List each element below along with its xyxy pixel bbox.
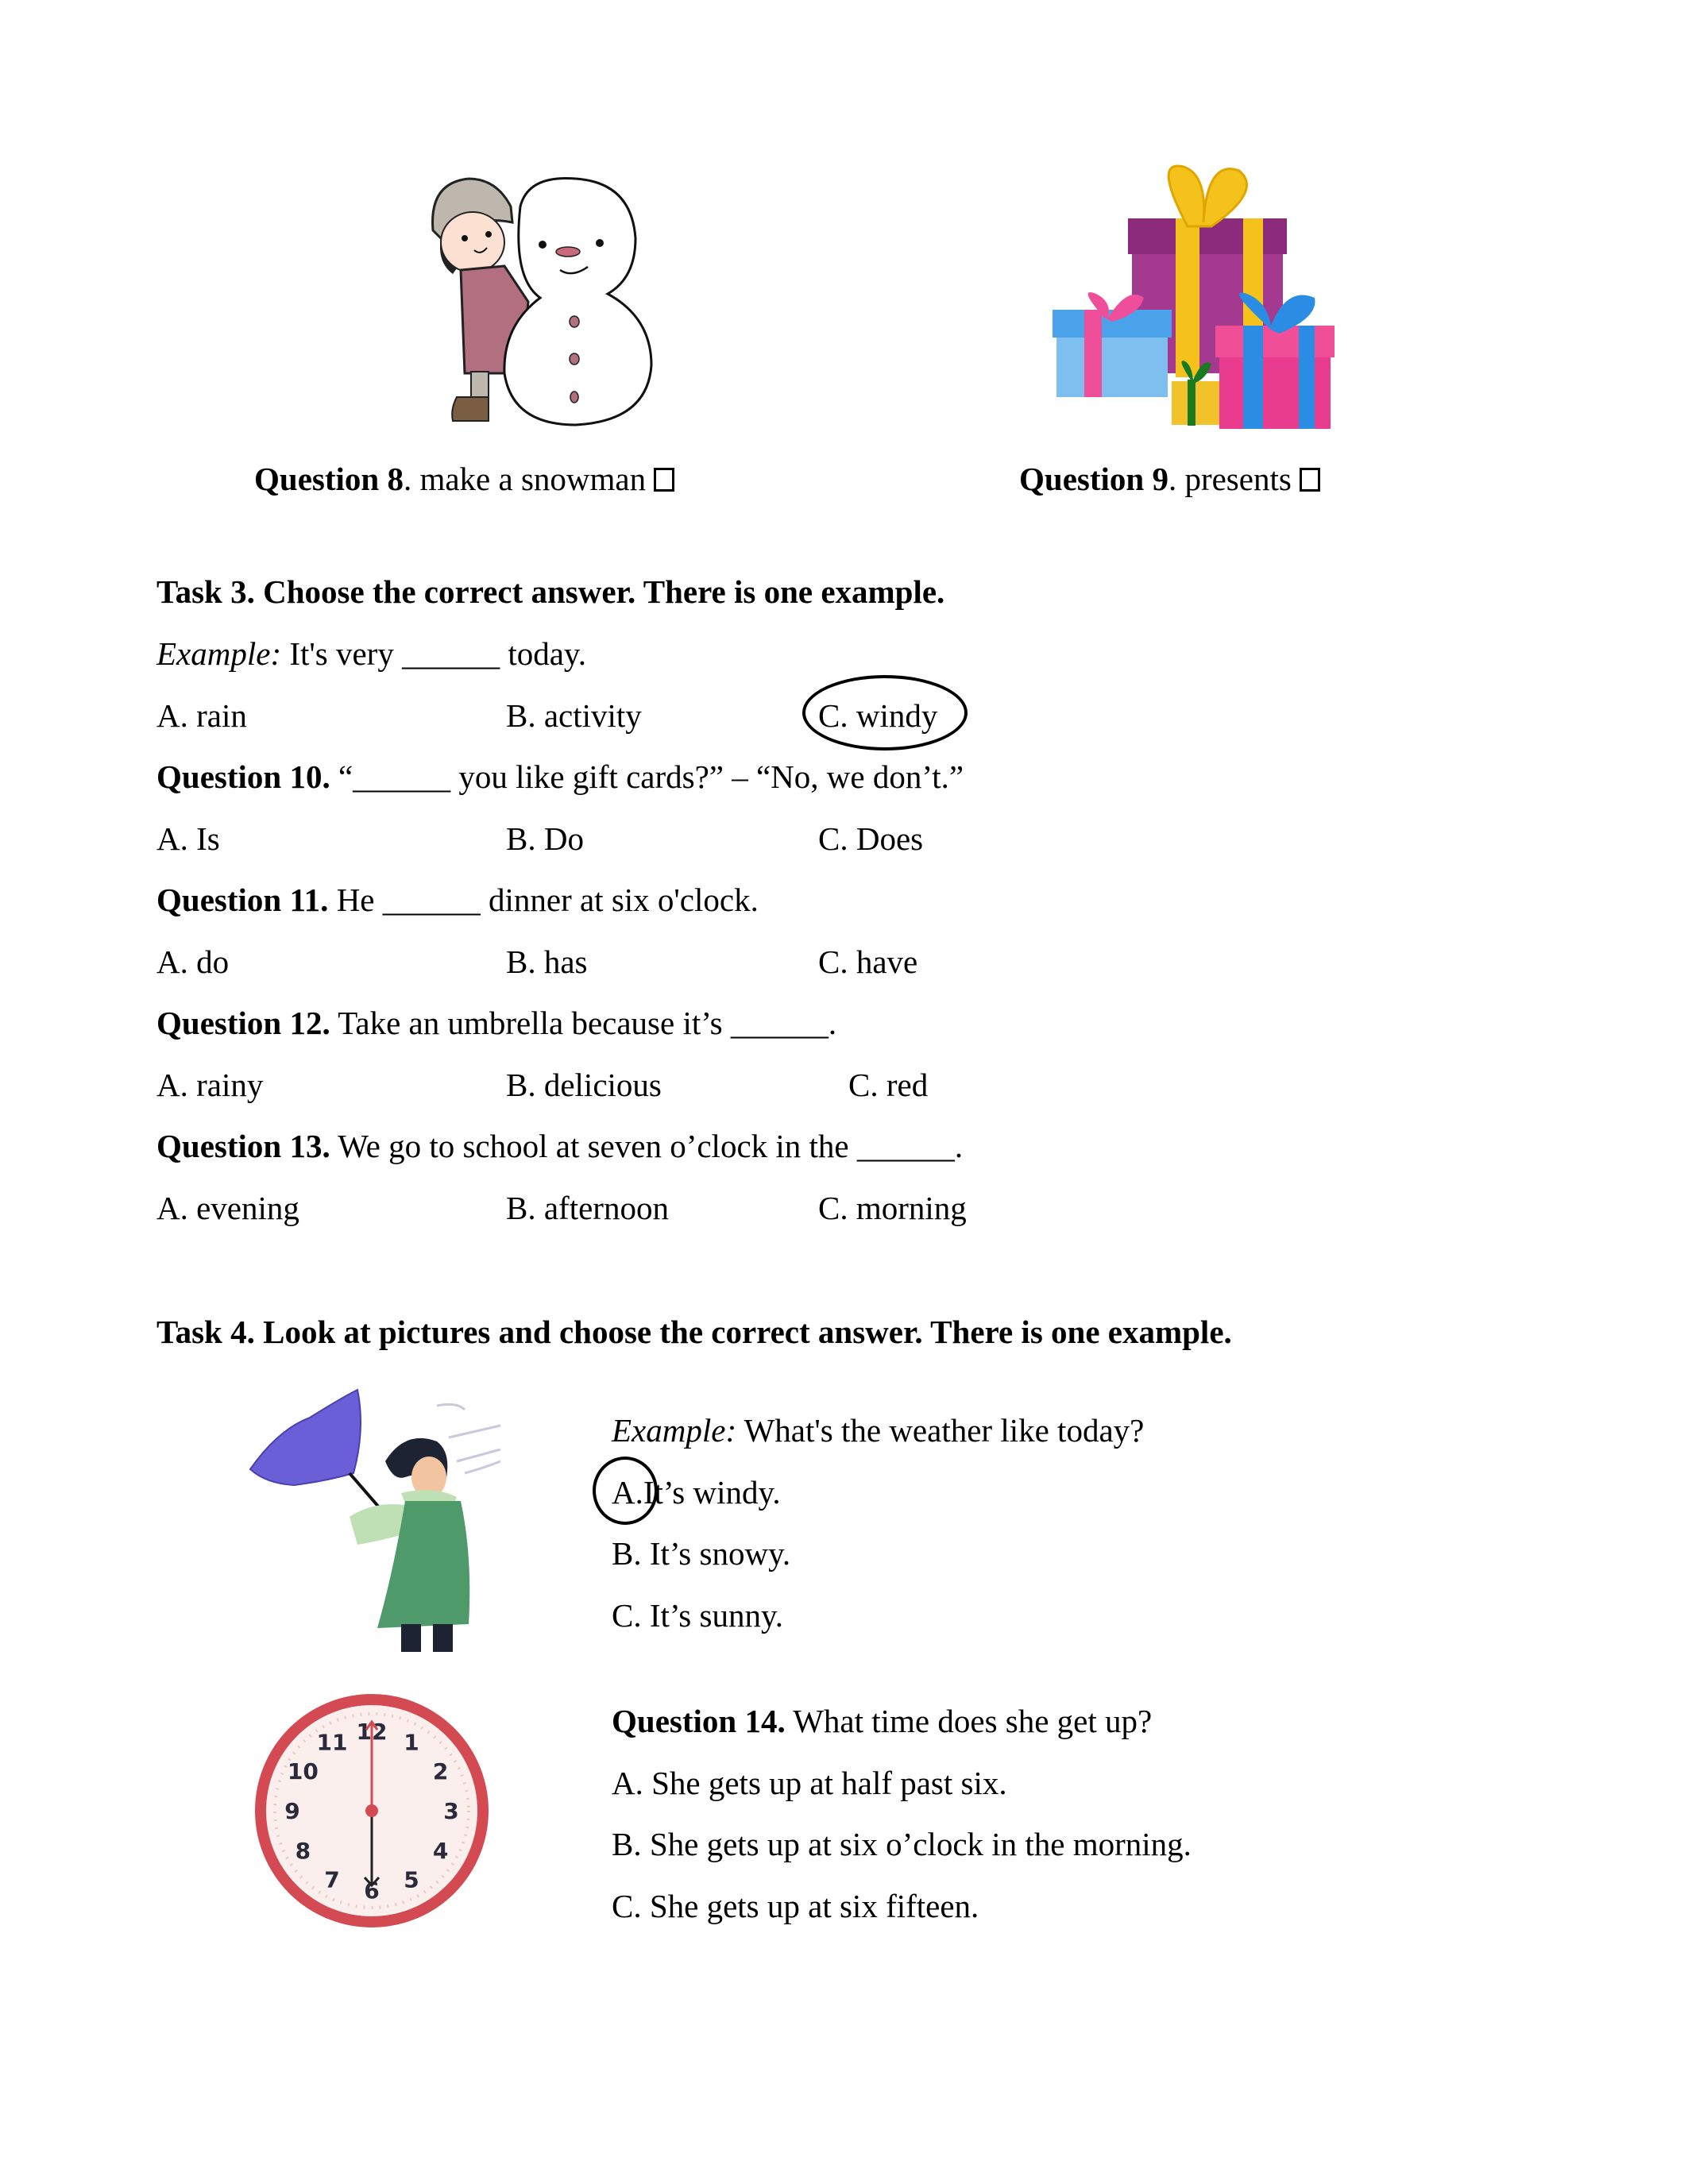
question-8-text: . make a snowman <box>403 461 647 497</box>
presents-image <box>1049 159 1335 429</box>
question-13-option-c[interactable]: C. morning <box>818 1190 967 1226</box>
task-4-example-answer-circle <box>593 1457 658 1525</box>
clock-number: 5 <box>404 1866 419 1893</box>
clock-number: 7 <box>324 1866 340 1893</box>
example-answer-circle <box>802 675 968 751</box>
question-12-option-a[interactable]: A. rainy <box>156 1067 264 1103</box>
question-10-label: Question 10. <box>156 758 330 795</box>
question-10-option-c[interactable]: C. Does <box>818 820 924 857</box>
task-3-example <box>156 635 587 672</box>
task-4-example-option-b-letter: B. <box>612 1535 642 1572</box>
question-11-option-b[interactable]: B. has <box>506 943 588 980</box>
example-option-a[interactable]: A. rain <box>156 697 247 734</box>
clock-number: 12 <box>356 1719 388 1745</box>
question-14-option-b[interactable]: B. She gets up at six o’clock in the morning. <box>612 1826 1192 1862</box>
example-text: It's very ______ today. <box>281 635 587 672</box>
question-12-option-c[interactable]: C. red <box>848 1067 929 1103</box>
task-4-example-option-c-letter: C. <box>612 1597 642 1634</box>
question-10-option-b[interactable]: B. Do <box>506 820 584 857</box>
question-13-option-b[interactable]: B. afternoon <box>506 1190 669 1226</box>
question-12-option-b[interactable]: B. delicious <box>506 1067 662 1103</box>
windy-girl-image <box>246 1382 516 1652</box>
task-4-example-text: What's the weather like today? <box>736 1412 1145 1449</box>
clock-number: 10 <box>287 1758 319 1785</box>
snowman-image <box>409 159 655 429</box>
question-14-label: Question 14. <box>612 1703 786 1739</box>
task-4-example-option-a-text: It’s windy. <box>643 1474 781 1511</box>
question-12-label: Question 12. <box>156 1005 330 1041</box>
clock-number: 4 <box>432 1838 449 1864</box>
clock-number: 2 <box>432 1758 449 1785</box>
question-10-option-a[interactable]: A. Is <box>156 820 220 857</box>
task-4-example <box>612 1414 1144 1447</box>
question-9-checkbox[interactable] <box>1300 468 1320 492</box>
question-13 <box>156 1130 963 1163</box>
clock-number: 1 <box>404 1729 419 1756</box>
task-3-heading: Task 3. Choose the correct answer. There is one example. <box>156 573 945 610</box>
question-8-label: Question 8 <box>254 461 404 497</box>
question-11-text: He ______ dinner at six o'clock. <box>328 882 759 918</box>
clock-center <box>365 1804 378 1817</box>
question-8 <box>254 463 674 496</box>
clock-number: 11 <box>316 1729 348 1756</box>
question-11-option-a[interactable]: A. do <box>156 943 230 980</box>
task-4-example-option-a-letter: A. <box>612 1474 643 1511</box>
question-10 <box>156 758 964 795</box>
task-4-example-option-c[interactable] <box>612 1599 783 1632</box>
task-4-example-option-b-text: It’s snowy. <box>641 1535 791 1572</box>
example-option-b[interactable]: B. activity <box>506 697 642 734</box>
question-12 <box>156 1007 836 1040</box>
question-14-option-a[interactable]: A. She gets up at half past six. <box>612 1765 1007 1801</box>
question-8-checkbox[interactable] <box>654 468 674 492</box>
question-13-option-a[interactable]: A. evening <box>156 1190 299 1226</box>
question-10-text: “______ you like gift cards?” – “No, we don’t.” <box>330 758 964 795</box>
question-11-option-c[interactable]: C. have <box>818 943 918 980</box>
clock-face <box>253 1692 491 1930</box>
clock-number: 3 <box>443 1798 459 1824</box>
task-4-example-option-c-text: It’s sunny. <box>641 1597 784 1634</box>
question-9-label: Question 9 <box>1019 461 1168 497</box>
task-4-example-label: Example: <box>612 1412 737 1449</box>
example-label: Example: <box>156 635 282 672</box>
question-13-text: We go to school at seven o’clock in the ______. <box>330 1128 964 1164</box>
example-option-c[interactable]: C. windy <box>818 697 938 734</box>
clock-number: 9 <box>284 1798 300 1824</box>
task-4-example-option-b[interactable] <box>612 1535 791 1572</box>
clock-image <box>253 1692 491 1930</box>
question-11-label: Question 11. <box>156 882 329 918</box>
question-12-text: Take an umbrella because it’s ______. <box>330 1005 837 1041</box>
clock-number: 8 <box>295 1838 311 1864</box>
question-14-option-c[interactable]: C. She gets up at six fifteen. <box>612 1888 979 1924</box>
task-4-heading: Task 4. Look at pictures and choose the correct answer. There is one example. <box>156 1314 1232 1350</box>
question-9-text: . presents <box>1168 461 1292 497</box>
question-14 <box>612 1705 1152 1738</box>
question-14-text: What time does she get up? <box>785 1703 1153 1739</box>
question-13-label: Question 13. <box>156 1128 330 1164</box>
clock-number: 6 <box>364 1877 380 1904</box>
question-9 <box>1019 463 1320 496</box>
question-11 <box>156 884 759 916</box>
